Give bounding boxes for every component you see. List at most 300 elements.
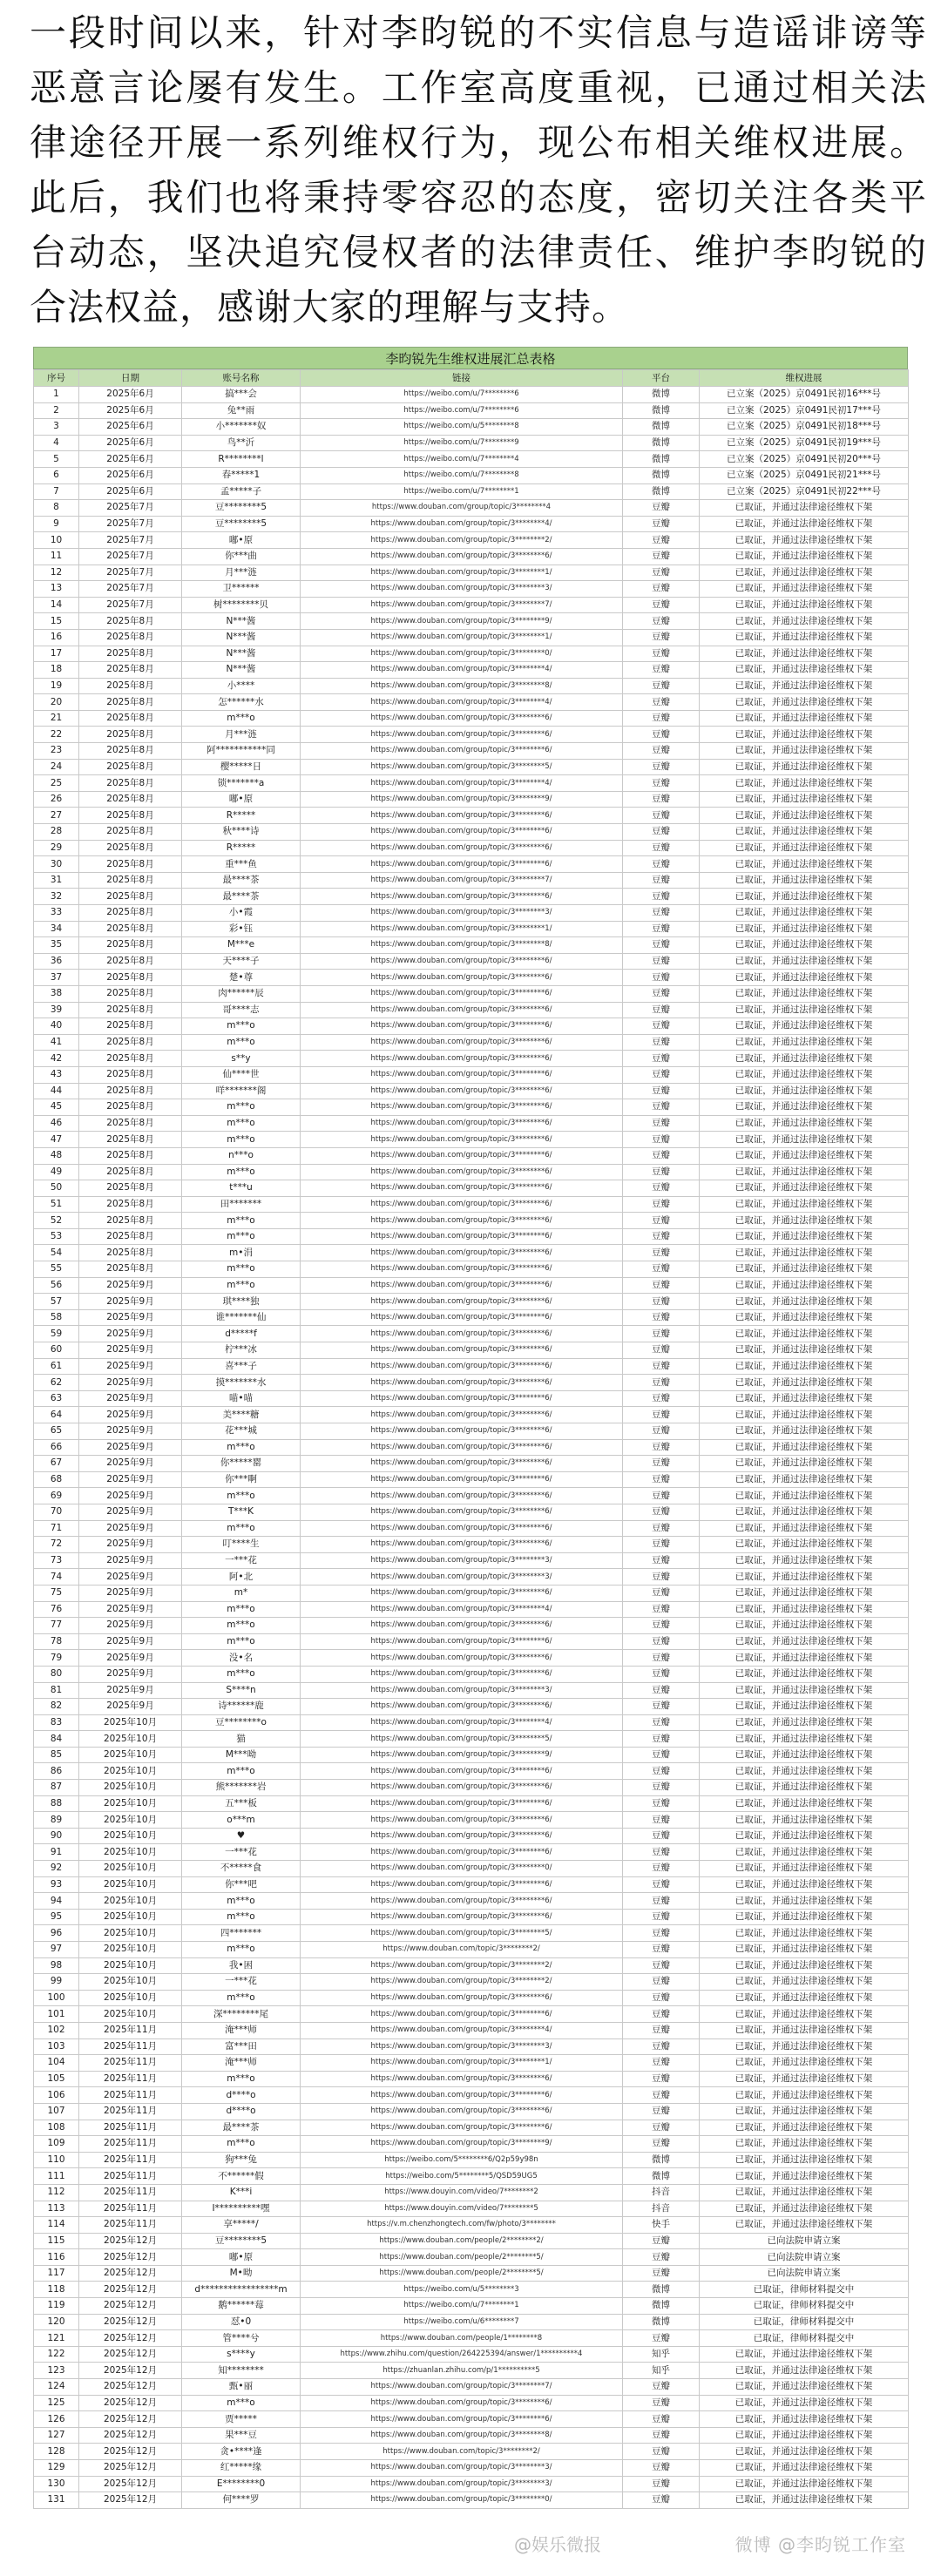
cell-date: 2025年8月 <box>79 743 182 760</box>
cell-index: 30 <box>34 856 79 873</box>
cell-link[interactable]: https://www.douban.com/group/topic/3********6/ <box>301 1196 623 1213</box>
cell-account: 天****子 <box>182 953 301 970</box>
cell-link[interactable]: https://www.douban.com/group/topic/3********6/ <box>301 1537 623 1553</box>
cell-link[interactable]: https://www.douban.com/group/topic/3********6/ <box>301 710 623 727</box>
cell-link[interactable]: https://www.douban.com/group/topic/3********6/ <box>301 1650 623 1667</box>
cell-link[interactable]: https://www.douban.com/group/topic/3********6/ <box>301 1277 623 1294</box>
cell-link[interactable]: https://www.douban.com/group/topic/3********6/ <box>301 1245 623 1261</box>
table-row <box>34 2395 909 2411</box>
cell-link[interactable]: https://weibo.com/5********5/QSD59UG5 <box>301 2168 623 2185</box>
cell-index: 51 <box>34 1196 79 1213</box>
cell-account: 嘟•原 <box>182 532 301 549</box>
cell-link[interactable]: https://weibo.com/u/6********7 <box>301 2314 623 2330</box>
cell-account: 月***涟 <box>182 565 301 581</box>
cell-link[interactable]: https://www.douban.com/group/topic/3********6/ <box>301 1423 623 1440</box>
cell-date: 2025年8月 <box>79 889 182 905</box>
cell-progress: 已取证，并通过法律途径维权下架 <box>700 1051 909 1067</box>
cell-link[interactable]: https://www.douban.com/group/topic/3********9/ <box>301 613 623 630</box>
cell-account: S****n <box>182 1682 301 1699</box>
cell-link[interactable]: https://www.douban.com/group/topic/3********6/ <box>301 1375 623 1391</box>
cell-account: m***o <box>182 1893 301 1910</box>
cell-index: 35 <box>34 937 79 954</box>
cell-link[interactable]: https://www.douban.com/group/topic/3********2/ <box>301 532 623 549</box>
cell-link[interactable]: https://www.douban.com/group/topic/3********6/ <box>301 1099 623 1116</box>
cell-link[interactable]: https://www.douban.com/group/topic/3********6/ <box>301 1115 623 1132</box>
cell-link[interactable]: https://www.douyin.com/video/7********2 <box>301 2184 623 2201</box>
cell-platform: 豆瓣 <box>623 2411 700 2428</box>
cell-date: 2025年8月 <box>79 710 182 727</box>
cell-link[interactable]: https://v.m.chenzhongtech.com/fw/photo/3******** <box>301 2217 623 2234</box>
cell-progress: 已取证，并通过法律途径维权下架 <box>700 824 909 841</box>
cell-platform: 豆瓣 <box>623 1569 700 1585</box>
cell-link[interactable]: https://www.douban.com/group/topic/3********4/ <box>301 662 623 679</box>
cell-progress: 已取证，并通过法律途径维权下架 <box>700 581 909 598</box>
cell-date: 2025年8月 <box>79 1164 182 1180</box>
cell-progress: 已取证，并通过法律途径维权下架 <box>700 775 909 792</box>
cell-date: 2025年8月 <box>79 824 182 841</box>
table-row <box>34 1569 909 1585</box>
cell-link[interactable]: https://www.douban.com/group/topic/3********3/ <box>301 1569 623 1585</box>
cell-link[interactable]: https://www.douban.com/group/topic/3********6/ <box>301 1407 623 1423</box>
cell-index: 12 <box>34 565 79 581</box>
cell-link[interactable]: https://www.douban.com/group/topic/3********6/ <box>301 1066 623 1083</box>
cell-link[interactable]: https://www.douban.com/group/topic/3********6/ <box>301 1294 623 1310</box>
cell-link[interactable]: https://zhuanlan.zhihu.com/p/1**********5 <box>301 2363 623 2379</box>
cell-date: 2025年12月 <box>79 2249 182 2266</box>
cell-link[interactable]: https://www.douyin.com/video/7********5 <box>301 2201 623 2217</box>
cell-link[interactable]: https://www.douban.com/group/topic/3********4/ <box>301 1601 623 1618</box>
cell-progress: 已取证，并通过法律途径维权下架 <box>700 1618 909 1634</box>
cell-platform: 豆瓣 <box>623 1714 700 1731</box>
cell-date: 2025年12月 <box>79 2298 182 2315</box>
cell-link[interactable]: https://www.douban.com/group/topic/3********6/ <box>301 1618 623 1634</box>
cell-index: 19 <box>34 678 79 694</box>
cell-link[interactable]: https://www.douban.com/group/topic/3********7/ <box>301 597 623 613</box>
cell-index: 7 <box>34 483 79 500</box>
cell-link[interactable]: https://weibo.com/u/5********3 <box>301 2282 623 2298</box>
cell-date: 2025年9月 <box>79 1699 182 1715</box>
cell-link[interactable]: https://www.douban.com/group/topic/3********3/ <box>301 1552 623 1569</box>
cell-account: m***o <box>182 1666 301 1682</box>
table-row <box>34 662 909 679</box>
cell-date: 2025年6月 <box>79 387 182 403</box>
cell-progress: 已取证，并通过法律途径维权下架 <box>700 613 909 630</box>
cell-link[interactable]: https://www.douban.com/group/topic/3********6/ <box>301 1002 623 1018</box>
table-row <box>34 1213 909 1229</box>
cell-link[interactable]: https://weibo.com/u/7********1 <box>301 483 623 500</box>
cell-link[interactable]: https://www.douban.com/group/topic/3********8/ <box>301 678 623 694</box>
cell-link[interactable]: https://www.douban.com/group/topic/3********6/ <box>301 1520 623 1537</box>
table-row <box>34 678 909 694</box>
cell-date: 2025年9月 <box>79 1682 182 1699</box>
cell-link[interactable]: https://www.douban.com/topic/3********2/ <box>301 2444 623 2460</box>
cell-date: 2025年8月 <box>79 1099 182 1116</box>
cell-account: 最****茶 <box>182 889 301 905</box>
cell-link[interactable]: https://www.douban.com/group/topic/3********6/ <box>301 548 623 565</box>
cell-link[interactable]: https://www.douban.com/people/1********8 <box>301 2330 623 2347</box>
cell-link[interactable]: https://www.douban.com/group/topic/3********5/ <box>301 1731 623 1748</box>
cell-progress: 已取证，并通过法律途径维权下架 <box>700 2006 909 2023</box>
cell-link[interactable]: https://www.douban.com/group/topic/3********6/ <box>301 1699 623 1715</box>
cell-date: 2025年8月 <box>79 872 182 889</box>
cell-link[interactable]: https://www.douban.com/group/topic/3********5/ <box>301 1925 623 1942</box>
cell-platform: 豆瓣 <box>623 1294 700 1310</box>
cell-platform: 豆瓣 <box>623 791 700 808</box>
cell-date: 2025年9月 <box>79 1666 182 1682</box>
cell-link[interactable]: https://www.douban.com/group/topic/3********6/ <box>301 953 623 970</box>
cell-progress: 已取证，并通过法律途径维权下架 <box>700 1228 909 1245</box>
cell-link[interactable]: https://www.douban.com/group/topic/3********9/ <box>301 2136 623 2153</box>
cell-platform: 豆瓣 <box>623 727 700 743</box>
cell-account: 管****兮 <box>182 2330 301 2347</box>
cell-progress: 已取证，并通过法律途径维权下架 <box>700 1504 909 1520</box>
cell-link[interactable]: https://weibo.com/u/7********4 <box>301 451 623 468</box>
cell-platform: 豆瓣 <box>623 759 700 775</box>
cell-platform: 豆瓣 <box>623 597 700 613</box>
cell-date: 2025年9月 <box>79 1390 182 1407</box>
cell-platform: 豆瓣 <box>623 1666 700 1682</box>
cell-account: m***o <box>182 1261 301 1278</box>
cell-account: 不*****食 <box>182 1861 301 1877</box>
cell-link[interactable]: https://www.douban.com/group/topic/3********7/ <box>301 872 623 889</box>
cell-link[interactable]: https://www.douban.com/group/topic/3********4/ <box>301 694 623 711</box>
cell-link[interactable]: https://www.douban.com/group/topic/3********6/ <box>301 1844 623 1861</box>
cell-index: 131 <box>34 2492 79 2509</box>
cell-platform: 豆瓣 <box>623 1407 700 1423</box>
cell-link[interactable]: https://www.douban.com/group/topic/3********6/ <box>301 1034 623 1051</box>
cell-link[interactable]: https://www.douban.com/group/topic/3********6/ <box>301 727 623 743</box>
cell-progress: 已取证，并通过法律途径维权下架 <box>700 2201 909 2217</box>
cell-link[interactable]: https://www.douban.com/group/topic/3********1/ <box>301 921 623 937</box>
cell-link[interactable]: https://www.douban.com/group/topic/3********4 <box>301 500 623 517</box>
cell-link[interactable]: https://www.douban.com/group/topic/3********6/ <box>301 1633 623 1650</box>
cell-index: 53 <box>34 1228 79 1245</box>
cell-link[interactable]: https://www.douban.com/group/topic/3********6/ <box>301 2087 623 2104</box>
cell-index: 58 <box>34 1309 79 1326</box>
cell-account: m***o <box>182 1520 301 1537</box>
cell-link[interactable]: https://www.douban.com/group/topic/3********6/ <box>301 1309 623 1326</box>
cell-link[interactable]: https://www.douban.com/group/topic/3********6/ <box>301 970 623 986</box>
rights-table-sheet <box>33 347 908 2509</box>
cell-link[interactable]: https://www.douban.com/group/topic/3********6/ <box>301 2395 623 2411</box>
cell-link[interactable]: https://www.douban.com/group/topic/3********6/ <box>301 1439 623 1456</box>
cell-account: 花***城 <box>182 1423 301 1440</box>
cell-index: 46 <box>34 1115 79 1132</box>
cell-progress: 已取证，并通过法律途径维权下架 <box>700 1277 909 1294</box>
cell-link[interactable]: https://www.douban.com/group/topic/3********6/ <box>301 824 623 841</box>
cell-link[interactable]: https://www.douban.com/group/topic/3********0/ <box>301 646 623 662</box>
table-row <box>34 1909 909 1925</box>
cell-account: m***o <box>182 1099 301 1116</box>
cell-link[interactable]: https://www.douban.com/group/topic/3********6/ <box>301 1326 623 1342</box>
cell-link[interactable]: https://www.douban.com/group/topic/3********1/ <box>301 629 623 646</box>
cell-progress: 已取证，并通过法律途径维权下架 <box>700 1099 909 1116</box>
cell-link[interactable]: https://weibo.com/u/7********8 <box>301 467 623 483</box>
cell-progress: 已取证，并通过法律途径维权下架 <box>700 1245 909 1261</box>
table-row <box>34 808 909 824</box>
cell-progress: 已取证，并通过法律途径维权下架 <box>700 1666 909 1682</box>
cell-index: 127 <box>34 2427 79 2444</box>
cell-platform: 豆瓣 <box>623 1147 700 1164</box>
cell-platform: 豆瓣 <box>623 856 700 873</box>
cell-link[interactable]: https://www.douban.com/group/topic/3********4/ <box>301 1714 623 1731</box>
cell-date: 2025年11月 <box>79 2022 182 2038</box>
cell-account: 你*****罂 <box>182 1456 301 1472</box>
cell-link[interactable]: https://www.douban.com/group/topic/3********1/ <box>301 565 623 581</box>
cell-link[interactable]: https://www.douban.com/group/topic/3********6/ <box>301 1358 623 1375</box>
cell-platform: 豆瓣 <box>623 1812 700 1829</box>
col-header-platform: 平台 <box>623 370 700 387</box>
cell-platform: 豆瓣 <box>623 808 700 824</box>
cell-date: 2025年10月 <box>79 1795 182 1812</box>
cell-link[interactable]: https://www.douban.com/group/topic/3********6/ <box>301 2006 623 2023</box>
cell-link[interactable]: https://weibo.com/u/7********6 <box>301 387 623 403</box>
cell-platform: 快手 <box>623 2217 700 2234</box>
cell-link[interactable]: https://www.douban.com/group/topic/3********6/ <box>301 1456 623 1472</box>
cell-link[interactable]: https://www.douban.com/group/topic/3********6/ <box>301 2120 623 2136</box>
cell-account: 小*******奴 <box>182 419 301 436</box>
cell-link[interactable]: https://www.douban.com/group/topic/3********6/ <box>301 1147 623 1164</box>
cell-link[interactable]: https://www.douban.com/topic/3********2/ <box>301 1942 623 1958</box>
table-row <box>34 1407 909 1423</box>
cell-progress: 已取证，并通过法律途径维权下架 <box>700 1909 909 1925</box>
cell-link[interactable]: https://www.douban.com/group/topic/3********0/ <box>301 1861 623 1877</box>
cell-progress: 已取证，并通过法律途径维权下架 <box>700 1942 909 1958</box>
cell-link[interactable]: https://www.douban.com/group/topic/3********6/ <box>301 1488 623 1504</box>
table-row <box>34 1439 909 1456</box>
cell-link[interactable]: https://www.douban.com/group/topic/3********6/ <box>301 1261 623 1278</box>
cell-date: 2025年10月 <box>79 1957 182 1974</box>
cell-index: 111 <box>34 2168 79 2185</box>
cell-index: 96 <box>34 1925 79 1942</box>
cell-account: 鸟**沂 <box>182 435 301 451</box>
cell-link[interactable]: https://www.douban.com/group/topic/3********7/ <box>301 2379 623 2396</box>
cell-date: 2025年8月 <box>79 1196 182 1213</box>
cell-index: 103 <box>34 2038 79 2055</box>
table-row <box>34 1051 909 1067</box>
cell-date: 2025年8月 <box>79 613 182 630</box>
cell-account: m***o <box>182 2136 301 2153</box>
cell-progress: 已取证，并通过法律途径维权下架 <box>700 1844 909 1861</box>
cell-link[interactable]: https://www.douban.com/group/topic/3********6/ <box>301 1909 623 1925</box>
cell-account: m***o <box>182 1018 301 1035</box>
cell-link[interactable]: https://www.douban.com/people/2********5/ <box>301 2249 623 2266</box>
cell-platform: 豆瓣 <box>623 1115 700 1132</box>
cell-date: 2025年9月 <box>79 1537 182 1553</box>
cell-link[interactable]: https://www.douban.com/group/topic/3********6/ <box>301 1018 623 1035</box>
cell-link[interactable]: https://www.douban.com/group/topic/3********6/ <box>301 1763 623 1780</box>
cell-index: 79 <box>34 1650 79 1667</box>
cell-index: 78 <box>34 1633 79 1650</box>
cell-link[interactable]: https://weibo.com/5********6/Q2p59y98n <box>301 2152 623 2168</box>
cell-index: 85 <box>34 1747 79 1763</box>
cell-progress: 已取证，并通过法律途径维权下架 <box>700 2492 909 2509</box>
cell-link[interactable]: https://www.douban.com/group/topic/3********6/ <box>301 856 623 873</box>
cell-progress: 已取证，并通过法律途径维权下架 <box>700 1650 909 1667</box>
table-row <box>34 1164 909 1180</box>
cell-link[interactable]: https://www.douban.com/group/topic/3********5/ <box>301 759 623 775</box>
cell-link[interactable]: https://www.douban.com/group/topic/3********3/ <box>301 905 623 922</box>
cell-platform: 豆瓣 <box>623 872 700 889</box>
cell-account: 猫 <box>182 1731 301 1748</box>
table-row <box>34 1309 909 1326</box>
cell-platform: 微博 <box>623 2168 700 2185</box>
cell-link[interactable]: https://www.douban.com/group/topic/3********6/ <box>301 889 623 905</box>
cell-link[interactable]: https://www.zhihu.com/question/264225394/answer/1**********4 <box>301 2346 623 2363</box>
cell-link[interactable]: https://www.douban.com/group/topic/3********6/ <box>301 1780 623 1796</box>
cell-index: 9 <box>34 516 79 532</box>
cell-link[interactable]: https://www.douban.com/group/topic/3********6/ <box>301 1893 623 1910</box>
cell-platform: 豆瓣 <box>623 1423 700 1440</box>
cell-date: 2025年8月 <box>79 1261 182 1278</box>
table-row <box>34 2282 909 2298</box>
cell-link[interactable]: https://www.douban.com/group/topic/3********6/ <box>301 743 623 760</box>
cell-progress: 已立案（2025）京0491民初16***号 <box>700 387 909 403</box>
cell-index: 25 <box>34 775 79 792</box>
cell-account: 喜***子 <box>182 1358 301 1375</box>
cell-account: n***o <box>182 1147 301 1164</box>
cell-link[interactable]: https://www.douban.com/group/topic/3********0/ <box>301 2492 623 2509</box>
cell-link[interactable]: https://www.douban.com/group/topic/3********6/ <box>301 2071 623 2087</box>
cell-link[interactable]: https://www.douban.com/group/topic/3********6/ <box>301 1504 623 1520</box>
cell-progress: 已取证，并通过法律途径维权下架 <box>700 548 909 565</box>
cell-link[interactable]: https://www.douban.com/group/topic/3********6/ <box>301 1228 623 1245</box>
cell-progress: 已取证，并通过法律途径维权下架 <box>700 1083 909 1099</box>
cell-link[interactable]: https://www.douban.com/group/topic/3********1/ <box>301 2055 623 2072</box>
table-row <box>34 1390 909 1407</box>
cell-link[interactable]: https://weibo.com/u/7********9 <box>301 435 623 451</box>
cell-link[interactable]: https://www.douban.com/group/topic/3********6/ <box>301 985 623 1002</box>
cell-link[interactable]: https://www.douban.com/group/topic/3********3/ <box>301 581 623 598</box>
cell-link[interactable]: https://www.douban.com/group/topic/3********3/ <box>301 1682 623 1699</box>
cell-index: 2 <box>34 402 79 419</box>
cell-link[interactable]: https://www.douban.com/group/topic/3********8/ <box>301 937 623 954</box>
table-row <box>34 1942 909 1958</box>
cell-link[interactable]: https://www.douban.com/group/topic/3********6/ <box>301 2103 623 2120</box>
table-row <box>34 2476 909 2492</box>
cell-index: 43 <box>34 1066 79 1083</box>
cell-index: 101 <box>34 2006 79 2023</box>
cell-index: 119 <box>34 2298 79 2315</box>
cell-link[interactable]: https://www.douban.com/group/topic/3********6/ <box>301 1213 623 1229</box>
cell-link[interactable]: https://www.douban.com/group/topic/3********4/ <box>301 516 623 532</box>
cell-link[interactable]: https://www.douban.com/group/topic/3********2/ <box>301 1957 623 1974</box>
rights-table <box>33 369 909 2509</box>
cell-link[interactable]: https://weibo.com/u/7********6 <box>301 402 623 419</box>
cell-link[interactable]: https://www.douban.com/people/2********2/ <box>301 2233 623 2249</box>
cell-platform: 微博 <box>623 2282 700 2298</box>
table-row <box>34 1196 909 1213</box>
cell-link[interactable]: https://weibo.com/u/7********1 <box>301 2298 623 2315</box>
cell-account: m***o <box>182 1601 301 1618</box>
cell-link[interactable]: https://www.douban.com/group/topic/3********6/ <box>301 1132 623 1148</box>
cell-index: 33 <box>34 905 79 922</box>
cell-index: 34 <box>34 921 79 937</box>
cell-platform: 豆瓣 <box>623 2395 700 2411</box>
cell-link[interactable]: https://www.douban.com/group/topic/3********6/ <box>301 1876 623 1893</box>
cell-account: o***m <box>182 1812 301 1829</box>
cell-progress: 已取证，并通过法律途径维权下架 <box>700 2087 909 2104</box>
cell-link[interactable]: https://www.douban.com/group/topic/3********6/ <box>301 1585 623 1601</box>
cell-link[interactable]: https://www.douban.com/group/topic/3********6/ <box>301 1471 623 1488</box>
cell-link[interactable]: https://www.douban.com/group/topic/3********9/ <box>301 791 623 808</box>
cell-link[interactable]: https://www.douban.com/group/topic/3********6/ <box>301 1164 623 1180</box>
cell-link[interactable]: https://www.douban.com/group/topic/3********8/ <box>301 2427 623 2444</box>
cell-link[interactable]: https://www.douban.com/group/topic/3********4/ <box>301 2022 623 2038</box>
table-row <box>34 2330 909 2347</box>
cell-link[interactable]: https://www.douban.com/group/topic/3********6/ <box>301 1812 623 1829</box>
cell-progress: 已取证，并通过法律途径维权下架 <box>700 1423 909 1440</box>
table-row <box>34 2249 909 2266</box>
cell-link[interactable]: https://www.douban.com/group/topic/3********3/ <box>301 2460 623 2477</box>
cell-link[interactable]: https://www.douban.com/group/topic/3********9/ <box>301 1747 623 1763</box>
cell-link[interactable]: https://www.douban.com/group/topic/3********6/ <box>301 1795 623 1812</box>
cell-date: 2025年6月 <box>79 467 182 483</box>
cell-platform: 豆瓣 <box>623 1585 700 1601</box>
cell-account: m***o <box>182 2071 301 2087</box>
table-row <box>34 1828 909 1844</box>
cell-link[interactable]: https://www.douban.com/group/topic/3********6/ <box>301 808 623 824</box>
cell-link[interactable]: https://www.douban.com/group/topic/3********6/ <box>301 1390 623 1407</box>
cell-account: 楚•尊 <box>182 970 301 986</box>
cell-link[interactable]: https://www.douban.com/group/topic/3********6/ <box>301 1083 623 1099</box>
cell-platform: 豆瓣 <box>623 2265 700 2282</box>
cell-link[interactable]: https://www.douban.com/group/topic/3********6/ <box>301 840 623 856</box>
cell-platform: 豆瓣 <box>623 2379 700 2396</box>
cell-link[interactable]: https://www.douban.com/group/topic/3********3/ <box>301 2038 623 2055</box>
cell-link[interactable]: https://www.douban.com/group/topic/3********6/ <box>301 1051 623 1067</box>
cell-date: 2025年10月 <box>79 1876 182 1893</box>
table-row <box>34 1763 909 1780</box>
cell-date: 2025年9月 <box>79 1650 182 1667</box>
cell-link[interactable]: https://www.douban.com/group/topic/3********4/ <box>301 775 623 792</box>
cell-index: 21 <box>34 710 79 727</box>
col-header-progress: 维权进展 <box>700 370 909 387</box>
cell-link[interactable]: https://www.douban.com/group/topic/3********3/ <box>301 2476 623 2492</box>
cell-progress: 已立案（2025）京0491民初21***号 <box>700 467 909 483</box>
cell-index: 90 <box>34 1828 79 1844</box>
cell-link[interactable]: https://weibo.com/u/5********8 <box>301 419 623 436</box>
cell-account: 享*****/ <box>182 2217 301 2234</box>
cell-progress: 已取证，并通过法律途径维权下架 <box>700 694 909 711</box>
cell-account: 摸*******水 <box>182 1375 301 1391</box>
cell-index: 13 <box>34 581 79 598</box>
cell-platform: 豆瓣 <box>623 1795 700 1812</box>
cell-platform: 豆瓣 <box>623 2427 700 2444</box>
cell-link[interactable]: https://www.douban.com/people/2********5/ <box>301 2265 623 2282</box>
cell-account: 狗***兔 <box>182 2152 301 2168</box>
table-row <box>34 2492 909 2509</box>
cell-progress: 已取证，并通过法律途径维权下架 <box>700 727 909 743</box>
cell-progress: 已取证，并通过法律途径维权下架 <box>700 985 909 1002</box>
cell-index: 104 <box>34 2055 79 2072</box>
cell-date: 2025年8月 <box>79 791 182 808</box>
cell-account: 重***鱼 <box>182 856 301 873</box>
table-row <box>34 1342 909 1359</box>
cell-link[interactable]: https://www.douban.com/group/topic/3********6/ <box>301 1828 623 1844</box>
cell-account: K***i <box>182 2184 301 2201</box>
cell-link[interactable]: https://www.douban.com/group/topic/3********2/ <box>301 1974 623 1991</box>
cell-link[interactable]: https://www.douban.com/group/topic/3********6/ <box>301 2411 623 2428</box>
cell-link[interactable]: https://www.douban.com/group/topic/3********6/ <box>301 1990 623 2006</box>
cell-link[interactable]: https://www.douban.com/group/topic/3********6/ <box>301 1180 623 1197</box>
table-row <box>34 613 909 630</box>
cell-link[interactable]: https://www.douban.com/group/topic/3********6/ <box>301 1666 623 1682</box>
cell-link[interactable]: https://www.douban.com/group/topic/3********6/ <box>301 1342 623 1359</box>
col-header-index: 序号 <box>34 370 79 387</box>
cell-index: 77 <box>34 1618 79 1634</box>
cell-index: 10 <box>34 532 79 549</box>
